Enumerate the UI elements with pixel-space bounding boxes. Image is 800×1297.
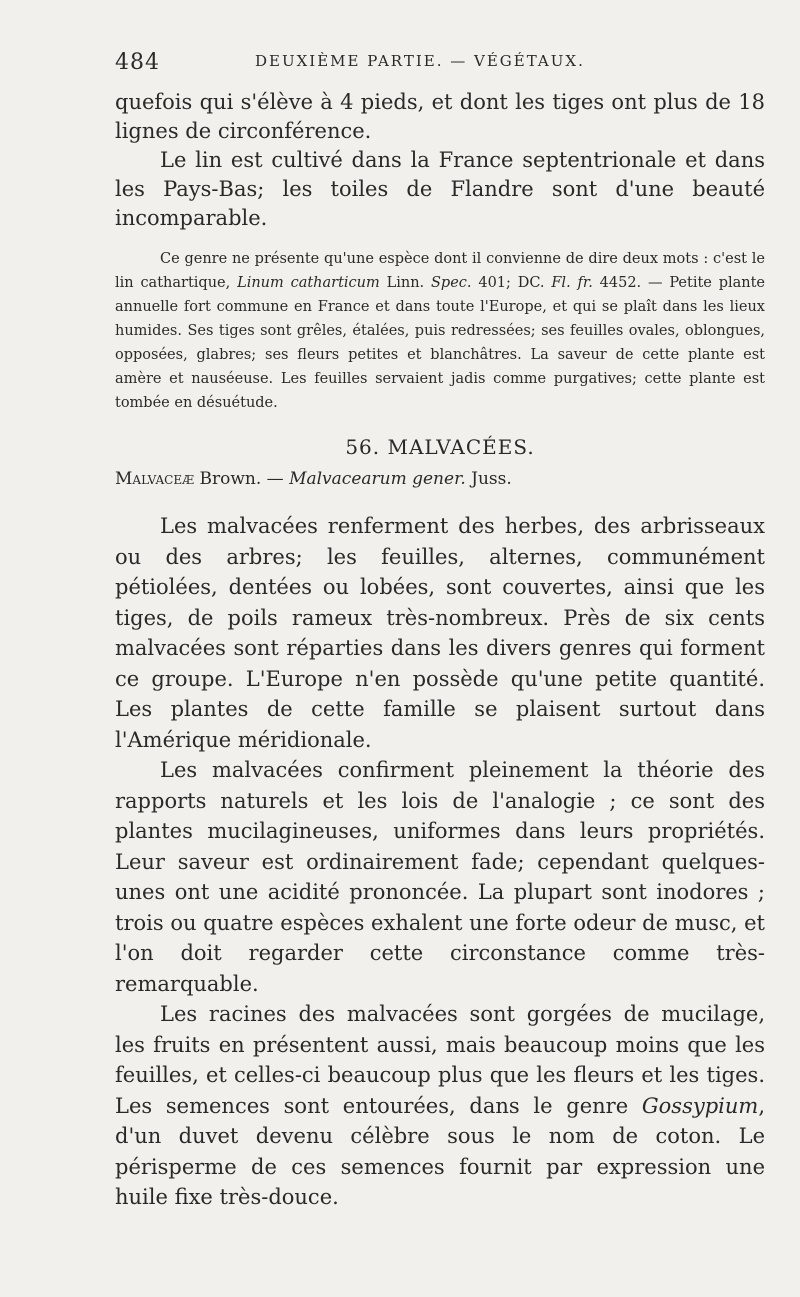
note-species: Linum catharticum bbox=[237, 275, 380, 291]
note-linum bbox=[115, 247, 765, 415]
paragraph-flax: Le lin est cultivé dans la France septentrionale et dans les Pays-Bas; les toiles de Flandre sont d'une beauté incomparable. bbox=[115, 148, 765, 230]
p5-genus: Gossypium bbox=[641, 1093, 759, 1118]
section-title: 56. MALVACÉES. bbox=[345, 435, 535, 459]
attrib-latin: Malvacearum gener. bbox=[289, 469, 466, 489]
paragraph-continuation: quefois qui s'élève à 4 pieds, et dont les tiges ont plus de 18 lignes de circonférence. bbox=[115, 90, 765, 143]
p5-start: Les racines des malvacées sont gorgées de mucilage, les fruits en présentent aussi, mais beaucoup moins que les feuilles, et celles-ci beaucoup plus que les fleurs et les tiges. Les semences sont entourées, dans le genre bbox=[115, 1002, 765, 1118]
attrib-name: Malvaceæ bbox=[115, 469, 195, 489]
page-number: 484 bbox=[115, 50, 160, 75]
attrib-brown: Brown. — bbox=[194, 469, 290, 489]
note-end: 4452. — Petite plante annuelle fort commune en France et dans toute l'Europe, et qui se plaît dans les lieux humides. Ses tiges sont grêles, étalées, puis redressées; ses feuilles ovales, oblongues, opposées, glabres; ses fleurs petites et blanchâtres. La saveur de cette plante est amère et nauséeuse. Les feuilles servaient jadis comme purgatives; cette plante est tombée en désuétude. bbox=[115, 275, 766, 411]
paragraph-malvaceae-intro: Les malvacées renferment des herbes, des arbrisseaux ou des arbres; les feuilles, alternes, communément pétiolées, dentées ou lobées, sont couvertes, ainsi que les tiges, de poils rameux très-nombreux. Près de six cents malvacées sont réparties dans les divers genres qui forment ce groupe. L'Europe n'en possède qu'une petite quantité. Les plantes de cette famille se plaisent surtout dans l'Amérique méridionale. bbox=[115, 514, 765, 752]
note-spec: Spec. bbox=[430, 275, 472, 291]
section-attribution bbox=[115, 469, 765, 489]
note-mid: 401; DC. bbox=[471, 275, 552, 291]
note-author: Linn. bbox=[379, 275, 431, 291]
running-title: DEUXIÈME PARTIE. — VÉGÉTAUX. bbox=[255, 52, 585, 70]
attrib-juss: Juss. bbox=[465, 469, 512, 489]
note-text: Ce genre ne présente qu'une espèce dont il convienne de dire deux mots : c'est le lin cathartique, bbox=[115, 251, 765, 291]
paragraph-malvaceae-roots bbox=[115, 999, 765, 1213]
p5-end: , d'un duvet devenu célèbre sous le nom de coton. Le périsperme de ces semences fournit par expression une huile fixe très-douce. bbox=[115, 1093, 765, 1209]
page-body bbox=[115, 88, 765, 1213]
paragraph-malvaceae-properties: Les malvacées confirment pleinement la théorie des rapports naturels et les lois de l'analogie ; ce sont des plantes mucilagineuses, uniformes dans leurs propriétés. Leur saveur est ordinairement fade; cependant quelques-unes ont une acidité prononcée. La plupart sont inodores ; trois ou quatre espèces exhalent une forte odeur de musc, et l'on doit regarder cette circonstance comme très-remarquable. bbox=[115, 758, 765, 996]
note-flora: Fl. fr. bbox=[551, 275, 593, 291]
